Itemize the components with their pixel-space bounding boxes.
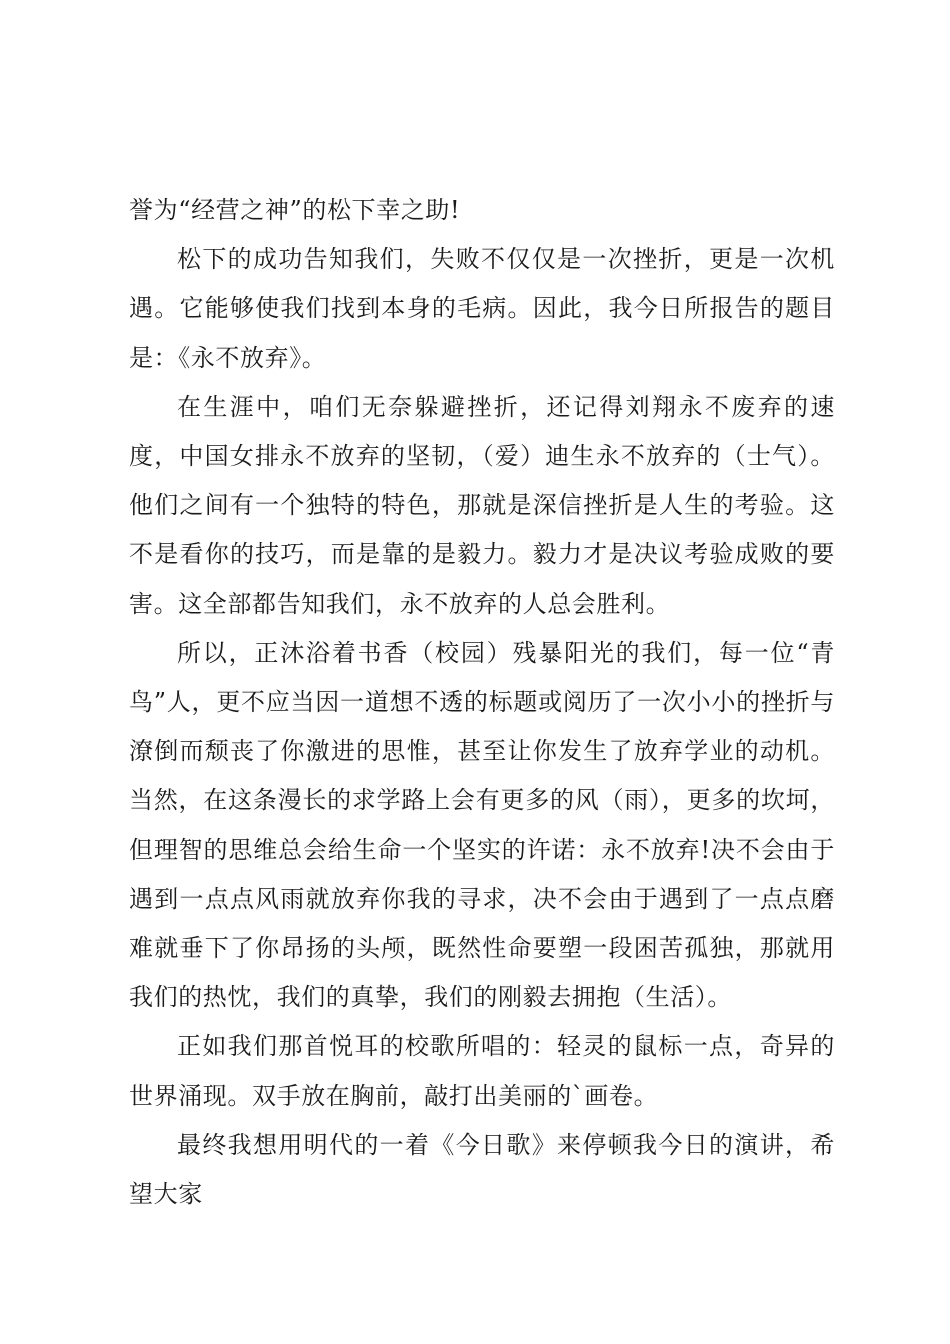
paragraph-continuation: 誉为“经营之神”的松下幸之助! bbox=[129, 196, 461, 224]
paragraph-qingniao-students: 所以，正沐浴着书香（校园）残暴阳光的我们，每一位“青鸟”人，更不应当因一道想不透的标题或阅历了一次小小的挫折与潦倒而颓丧了你激进的思惟，甚至让你发生了放弃学业的动机。当然，在这条漫长的求学路上会有更多的风（雨），更多的坎坷，但理智的思维总会给生命一个坚实的许诺：永不放弃!决不会由于遇到一点点风雨就放弃你我的寻求，决不会由于遇到了一点点磨难就垂下了你昂扬的头颅，既然性命要塑一段困苦孤独，那就用我们的热忱，我们的真挚，我们的刚毅去拥抱（生活）。 bbox=[129, 638, 835, 1012]
paragraph-school-song: 正如我们那首悦耳的校歌所唱的：轻灵的鼠标一点，奇异的世界涌现。双手放在胸前，敲打出美丽的`画卷。 bbox=[129, 1032, 835, 1110]
paragraph-songxia-success: 松下的成功告知我们，失败不仅仅是一次挫折，更是一次机遇。它能够使我们找到本身的毛病。因此，我今日所报告的题目是：《永不放弃》。 bbox=[129, 245, 835, 372]
document-body bbox=[129, 186, 835, 1219]
paragraph-closing: 最终我想用明代的一着《今日歌》来停顿我今日的演讲，希望大家 bbox=[129, 1130, 835, 1209]
paragraph-life-setbacks: 在生涯中，咱们无奈躲避挫折，还记得刘翔永不废弃的速度，中国女排永不放弃的坚韧，（爱）迪生永不放弃的（士气）。他们之间有一个独特的特色，那就是深信挫折是人生的考验。这不是看你的技巧，而是靠的是毅力。毅力才是决议考验成败的要害。这全部都告知我们，永不放弃的人总会胜利。 bbox=[129, 392, 835, 618]
